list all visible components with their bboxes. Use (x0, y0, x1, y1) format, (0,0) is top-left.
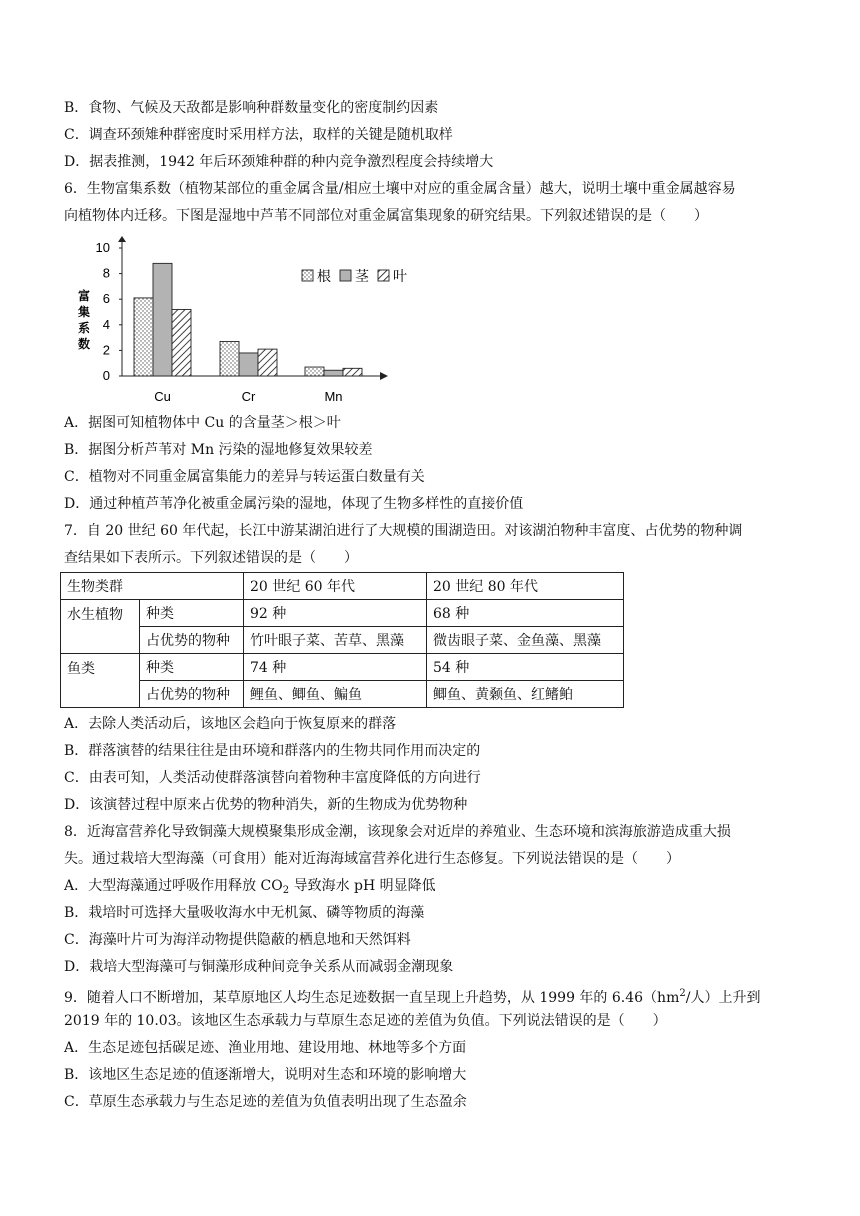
table-header-cell: 20 世纪 80 年代 (427, 573, 624, 600)
q8-option-d: D．栽培大型海藻可与铜藻形成种间竞争关系从而减弱金潮现象 (64, 959, 454, 975)
y-axis-label-char: 系 (77, 321, 91, 335)
q6-option-d: D．通过种植芦苇净化被重金属污染的湿地，体现了生物多样性的直接价值 (64, 496, 524, 512)
q5-option-c: C．调查环颈雉种群密度时采用样方法，取样的关键是随机取样 (64, 127, 453, 143)
legend-label: 茎 (355, 268, 369, 284)
bar-cu-0 (134, 298, 153, 376)
x-tick-label: Cr (241, 389, 256, 404)
legend-swatch (340, 270, 351, 281)
table-cell: 竹叶眼子菜、苦草、黑藻 (244, 627, 427, 654)
table-cell: 92 种 (244, 600, 427, 627)
table-row (61, 600, 624, 627)
legend-swatch (302, 270, 313, 281)
table-cell: 鲫鱼、黄颡鱼、红鳍鲌 (427, 681, 624, 708)
q6-stem-line2: 向植物体内迁移。下图是湿地中芦苇不同部位对重金属富集现象的研究结果。下列叙述错误的是（ ） (64, 208, 708, 224)
q7-option-a: A．去除人类活动后，该地区会趋向于恢复原来的群落 (64, 716, 397, 732)
q8-stem-line1: 8．近海富营养化导致铜藻大规模聚集形成金潮，该现象会对近岸的养殖业、生态环境和滨海旅游造成重大损 (64, 824, 731, 840)
table-cell: 54 种 (427, 654, 624, 681)
q5-option-d: D．据表推测，1942 年后环颈雉种群的种内竞争激烈程度会持续增大 (64, 154, 494, 170)
table-cell: 74 种 (244, 654, 427, 681)
bar-cr-2 (258, 349, 277, 376)
y-tick-label: 6 (102, 291, 110, 307)
bar-mn-0 (305, 367, 324, 376)
bioaccumulation-bar-chart (60, 236, 420, 406)
row-label-cell: 种类 (140, 654, 244, 681)
bar-cr-1 (239, 353, 258, 376)
q7-option-d: D．该演替过程中原来占优势的物种消失，新的生物成为优势物种 (64, 797, 468, 813)
legend-swatch (378, 270, 389, 281)
q6-option-b: B．据图分析芦苇对 Mn 污染的湿地修复效果较差 (64, 442, 373, 458)
q6-stem-line1: 6．生物富集系数（植物某部位的重金属含量/相应土壤中对应的重金属含量）越大，说明土壤中重金属越容易 (64, 181, 736, 197)
table-cell: 微齿眼子菜、金鱼藻、黑藻 (427, 627, 624, 654)
lake-survey-table (60, 572, 624, 708)
q8-option-a-text: A．大型海藻通过呼吸作用释放 CO (64, 878, 283, 894)
legend-label: 根 (317, 268, 331, 284)
q8-option-c: C．海藻叶片可为海洋动物提供隐蔽的栖息地和天然饵料 (64, 932, 411, 948)
q9-stem-text-end: /人）上升到 (685, 990, 761, 1006)
table-header-cell: 20 世纪 60 年代 (244, 573, 427, 600)
q5-option-b: B．食物、气候及天敌都是影响种群数量变化的密度制约因素 (64, 100, 439, 116)
q9-option-c: C．草原生态承载力与生态足迹的差值为负值表明出现了生态盈余 (64, 1094, 467, 1110)
y-tick-label: 8 (102, 265, 110, 281)
table-header-row (61, 573, 624, 600)
q6-option-c: C．植物对不同重金属富集能力的差异与转运蛋白数量有关 (64, 469, 425, 485)
group-name-cell: 水生植物 (61, 600, 140, 654)
bar-mn-2 (343, 368, 362, 376)
bar-cr-0 (220, 341, 239, 376)
y-axis-label-char: 集 (77, 305, 91, 319)
q7-stem-line1: 7．自 20 世纪 60 年代起，长江中游某湖泊进行了大规模的围湖造田。对该湖泊物种丰富度、占优势的物种调 (64, 523, 743, 539)
q9-stem-text: 9．随着人口不断增加，某草原地区人均生态足迹数据一直呈现上升趋势，从 1999 年的 6.46（hm (64, 990, 680, 1006)
bar-cu-1 (153, 263, 172, 376)
q8-stem-line2: 失。通过栽培大型海藻（可食用）能对近海海域富营养化进行生态修复。下列说法错误的是（ ） (64, 851, 680, 867)
y-tick-label: 4 (102, 316, 110, 332)
table-cell: 鲤鱼、鲫鱼、鳊鱼 (244, 681, 427, 708)
x-tick-label: Cu (154, 389, 171, 404)
q8-option-a (64, 876, 436, 901)
table-cell: 68 种 (427, 600, 624, 627)
q6-option-a: A．据图可知植物体中 Cu 的含量茎＞根＞叶 (64, 415, 341, 431)
y-axis-arrow (118, 236, 126, 242)
q9-stem-line2: 2019 年的 10.03。该地区生态承载力与草原生态足迹的差值为负值。下列说法错误的是（ ） (64, 1013, 667, 1029)
table-row (61, 654, 624, 681)
group-name-cell: 鱼类 (61, 654, 140, 708)
bar-cu-2 (172, 309, 191, 376)
q9-option-a: A．生态足迹包括碳足迹、渔业用地、建设用地、林地等多个方面 (64, 1040, 467, 1056)
row-label-cell: 种类 (140, 600, 244, 627)
row-label-cell: 占优势的物种 (140, 681, 244, 708)
y-axis-label-char: 富 (77, 289, 91, 303)
q8-option-b: B．栽培时可选择大量吸收海水中无机氮、磷等物质的海藻 (64, 905, 425, 921)
q7-option-b: B．群落演替的结果往往是由环境和群落内的生物共同作用而决定的 (64, 743, 481, 759)
row-label-cell: 占优势的物种 (140, 627, 244, 654)
x-axis-arrow (380, 372, 388, 380)
y-tick-label: 2 (102, 342, 110, 358)
y-tick-label: 0 (102, 368, 110, 383)
table-header-cell: 生物类群 (61, 573, 244, 600)
q9-stem-superscript: 2 (679, 988, 686, 999)
q8-option-a-subscript: 2 (282, 885, 290, 896)
y-axis-label-char: 数 (77, 337, 91, 351)
q7-option-c: C．由表可知，人类活动使群落演替向着物种丰富度降低的方向进行 (64, 770, 481, 786)
legend-label: 叶 (393, 268, 407, 284)
q8-option-a-text-end: 导致海水 pH 明显降低 (289, 878, 436, 894)
q9-option-b: B．该地区生态足迹的值逐渐增大，说明对生态和环境的影响增大 (64, 1067, 467, 1083)
table-row (61, 681, 624, 708)
x-tick-label: Mn (324, 389, 343, 404)
bar-mn-1 (324, 370, 343, 376)
q9-stem-line1 (64, 984, 760, 1008)
q7-stem-line2: 查结果如下表所示。下列叙述错误的是（ ） (64, 550, 358, 566)
y-tick-label: 10 (95, 240, 110, 255)
table-row (61, 627, 624, 654)
